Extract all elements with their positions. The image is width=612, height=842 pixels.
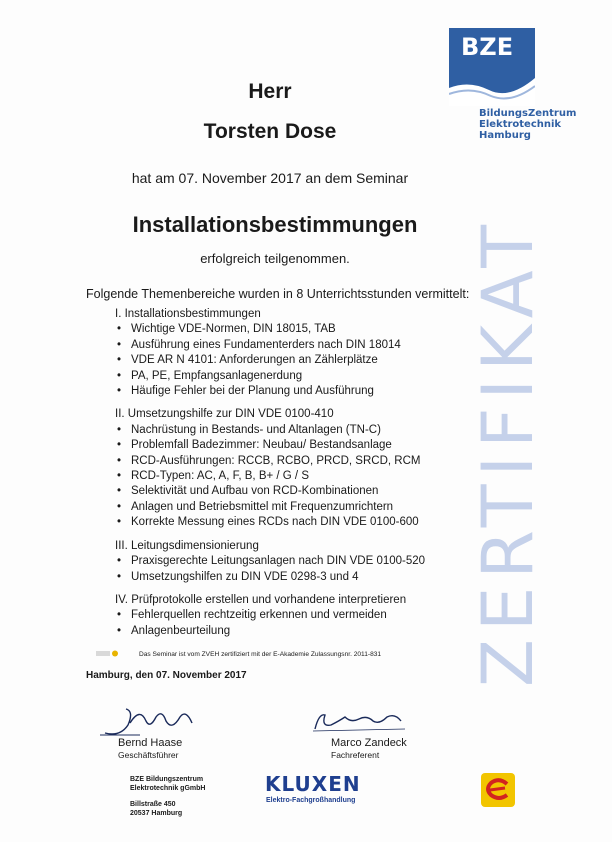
e-marke-icon — [481, 773, 515, 807]
list-item: • Selektivität und Aufbau von RCD-Kombinationen — [115, 484, 475, 499]
watermark — [468, 205, 548, 700]
list-item: • VDE AR N 4101: Anforderungen an Zählerplätze — [115, 353, 475, 368]
signer-name: Marco Zandeck — [331, 737, 407, 749]
list-item: • Problemfall Badezimmer: Neubau/ Bestandsanlage — [115, 438, 475, 453]
section-title: IV. Prüfprotokolle erstellen und vorhandene interpretieren — [115, 593, 407, 606]
list-item: • Fehlerquellen rechtzeitig erkennen und vermeiden — [115, 608, 475, 623]
list-item: • Nachrüstung in Bestands- und Altanlagen (TN-C) — [115, 423, 475, 438]
salutation: Herr — [248, 80, 292, 103]
signer-role: Geschäftsführer — [118, 750, 179, 760]
zveh-icon — [96, 649, 120, 658]
list-item: • Anlagen und Betriebsmittel mit Frequenzumrichtern — [115, 500, 475, 515]
topics-intro: Folgende Themenbereiche wurden in 8 Unterrichtsstunden vermittelt: — [86, 287, 470, 301]
list-item: • RCD-Typen: AC, A, F, B, B+ / G / S — [115, 469, 475, 484]
section-1 — [115, 307, 475, 399]
section-2 — [115, 407, 475, 530]
kluxen-logo: KLUXEN — [265, 772, 361, 796]
kluxen-subtitle: Elektro-Fachgroßhandlung — [266, 797, 356, 804]
recipient-name: Torsten Dose — [203, 120, 337, 143]
footer-organisation: BZE Bildungszentrum Elektrotechnik gGmbH — [130, 776, 206, 792]
list-item: • Ausführung eines Fundamenterders nach DIN 18014 — [115, 338, 475, 353]
topic-sections — [115, 307, 475, 647]
section-3 — [115, 539, 475, 585]
list-item: • PA, PE, Empfangsanlagenerdung — [115, 369, 475, 384]
signature-icon — [100, 703, 210, 739]
course-title: Installationsbestimmungen — [132, 212, 418, 237]
signer-name: Bernd Haase — [118, 737, 183, 749]
list-item: • Umsetzungshilfen zu DIN VDE 0298-3 und 4 — [115, 570, 475, 585]
list-item: • Korrekte Messung eines RCDs nach DIN VDE 0100-600 — [115, 515, 475, 530]
watermark-text: ZERTIFIKAT — [467, 217, 549, 687]
signer-role: Fachreferent — [331, 750, 380, 760]
date-line: Hamburg, den 07. November 2017 — [86, 670, 247, 681]
list-item: • Häufige Fehler bei der Planung und Ausführung — [115, 384, 475, 399]
list-item: • Praxisgerechte Leitungsanlagen nach DIN VDE 0100-520 — [115, 554, 475, 569]
section-title: II. Umsetzungshilfe zur DIN VDE 0100-410 — [115, 408, 334, 421]
participation-text: erfolgreich teilgenommen. — [200, 251, 350, 266]
section-title: I. Installationsbestimmungen — [115, 308, 261, 320]
signer-left — [118, 737, 182, 760]
signature-icon — [305, 703, 415, 739]
list-item: • Anlagenbeurteilung — [115, 624, 475, 639]
section-4 — [115, 593, 475, 639]
bze-logo-text: BZE — [461, 33, 514, 61]
section-title: III. Leitungsdimensionierung — [115, 539, 259, 552]
bze-subtitle: BildungsZentrum Elektrotechnik Hamburg — [479, 108, 577, 141]
certification-note: Das Seminar ist vom ZVEH zertifiziert mit der E-Akademie Zulassungsnr. 2011-831 — [139, 651, 382, 658]
footer-address: Billstraße 450 20537 Hamburg — [130, 801, 183, 817]
list-item: • Wichtige VDE-Normen, DIN 18015, TAB — [115, 322, 475, 337]
list-item: • RCD-Ausführungen: RCCB, RCBO, PRCD, SRCD, RCM — [115, 454, 475, 469]
intro-text: hat am 07. November 2017 an dem Seminar — [131, 170, 409, 186]
signer-right — [331, 737, 407, 760]
